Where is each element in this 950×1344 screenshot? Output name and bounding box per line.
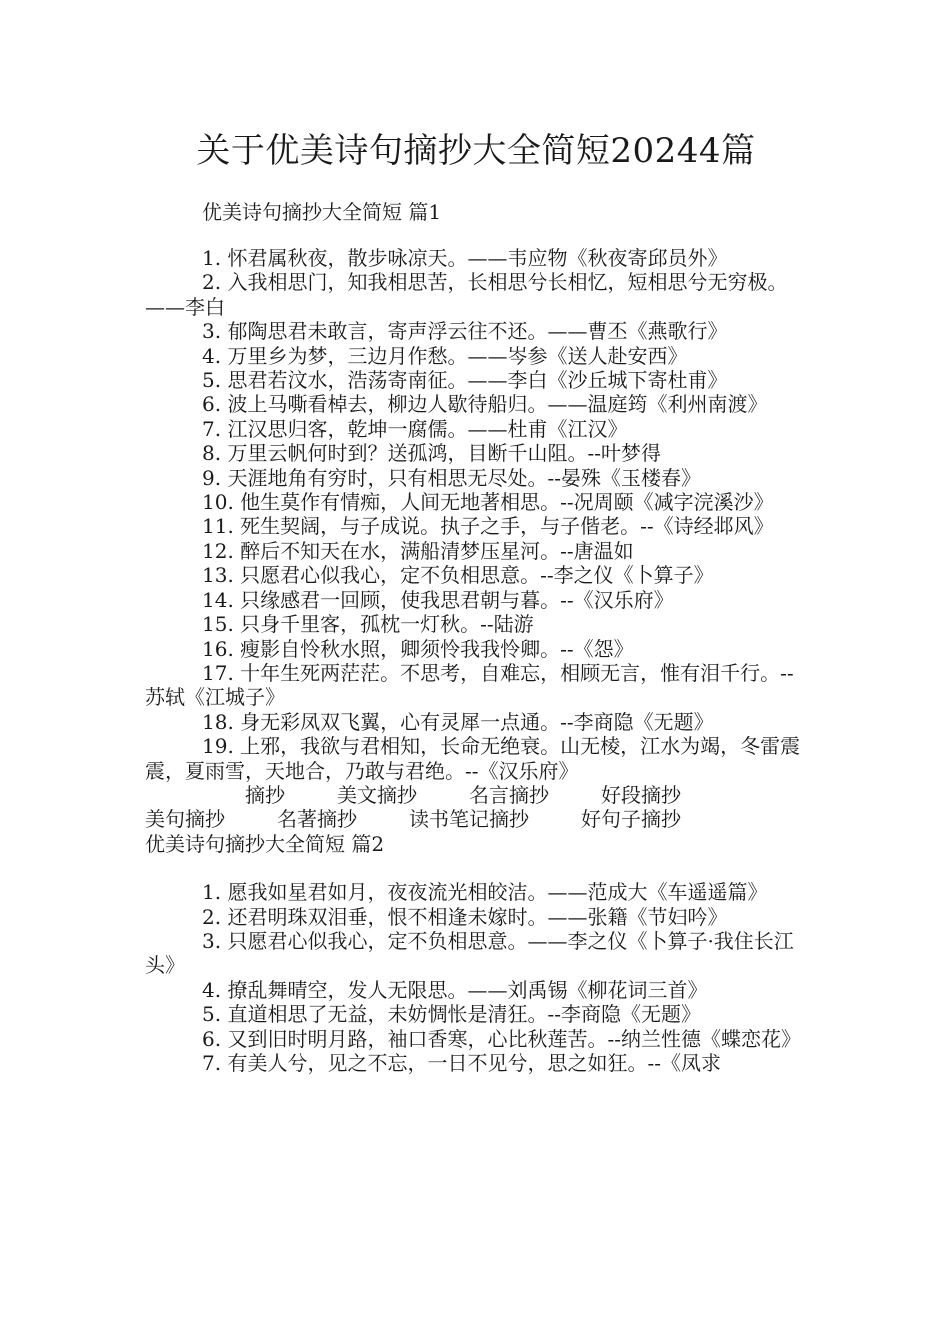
poem-line: 5. 直道相思了无益，未妨惆怅是清狂。--李商隐《无题》	[202, 1002, 701, 1027]
poem-line: 19. 上邪，我欲与君相知，长命无绝衰。山无棱，江水为竭，冬雷震震，夏雨雪，天地合，乃敢与君绝。--《汉乐府》	[145, 734, 801, 783]
poem-line: 4. 撩乱舞晴空，发人无限思。——刘禹锡《柳花词三首》	[202, 977, 708, 1002]
poem-line: 4. 万里乡为梦，三边月作愁。——岑参《送人赴安西》	[202, 343, 688, 368]
tag-links	[145, 783, 807, 856]
poem-line: 6. 又到旧时明月路，袖口香寒，心比秋莲苦。--纳兰性德《蝶恋花》	[202, 1026, 801, 1051]
tag-link[interactable]: 名言摘抄	[469, 782, 549, 807]
tag-link[interactable]: 摘抄	[245, 782, 285, 807]
tag-link[interactable]: 好段摘抄	[601, 782, 681, 807]
poem-line: 7. 江汉思归客，乾坤一腐儒。——杜甫《江汉》	[202, 416, 628, 441]
poem-line: 9. 天涯地角有穷时，只有相思无尽处。--晏殊《玉楼春》	[202, 465, 701, 490]
document-page	[145, 128, 807, 1075]
tag-link[interactable]: 读书笔记摘抄	[409, 807, 529, 832]
tag-link[interactable]: 好句子摘抄	[581, 807, 681, 832]
poem-line: 2. 还君明珠双泪垂，恨不相逢未嫁时。——张籍《节妇吟》	[202, 904, 728, 929]
tag-link[interactable]: 美文摘抄	[337, 782, 417, 807]
poem-line: 11. 死生契阔，与子成说。执子之手，与子偕老。--《诗经邶风》	[202, 514, 774, 539]
poem-line: 1. 怀君属秋夜，散步咏凉天。——韦应物《秋夜寄邱员外》	[202, 246, 728, 270]
poem-line: 14. 只缘感君一回顾，使我思君朝与暮。--《汉乐府》	[202, 587, 674, 612]
poem-line: 2. 入我相思门，知我相思苦，长相思兮长相忆，短相思兮无穷极。——李白	[145, 270, 788, 319]
poem-line: 8. 万里云帆何时到？送孤鸿，目断千山阻。--叶梦得	[202, 441, 661, 466]
poem-line: 6. 波上马嘶看棹去，柳边人歇待船归。——温庭筠《利州南渡》	[202, 392, 768, 417]
tag-link[interactable]: 名著摘抄	[277, 807, 357, 832]
document-title: 关于优美诗句摘抄大全简短20244篇	[196, 131, 756, 171]
tag-link[interactable]: 美句摘抄	[145, 807, 225, 832]
poem-line: 12. 醉后不知天在水，满船清梦压星河。--唐温如	[202, 538, 634, 563]
poem-line: 3. 郁陶思君未敢言，寄声浮云往不还。——曹丕《燕歌行》	[202, 319, 728, 344]
poem-line: 10. 他生莫作有情痴，人间无地著相思。--况周颐《减字浣溪沙》	[202, 490, 774, 515]
poem-line: 3. 只愿君心似我心，定不负相思意。——李之仪《卜算子·我住长江头》	[145, 928, 794, 978]
section2-heading: 优美诗句摘抄大全简短 篇2	[145, 831, 385, 856]
poem-line: 16. 瘦影自怜秋水照，卿须怜我我怜卿。--《怨》	[202, 636, 634, 661]
poem-line: 13. 只愿君心似我心，定不负相思意。--李之仪《卜算子》	[202, 563, 714, 588]
section1-body	[145, 246, 807, 1075]
section1-heading: 优美诗句摘抄大全简短 篇1	[202, 200, 442, 224]
poem-line: 7. 有美人兮，见之不忘，一日不见兮，思之如狂。--《凤求	[202, 1051, 721, 1075]
poem-line: 5. 思君若汶水，浩荡寄南征。——李白《沙丘城下寄杜甫》	[202, 368, 728, 393]
section-gap	[145, 856, 807, 880]
poem-line: 17. 十年生死两茫茫。不思考，自难忘，相顾无言，惟有泪千行。--苏轼《江城子》	[145, 660, 794, 710]
poem-line: 15. 只身千里客，孤枕一灯秋。--陆游	[202, 612, 534, 637]
poem-line: 1. 愿我如星君如月，夜夜流光相皎洁。——范成大《车遥遥篇》	[202, 880, 768, 905]
poem-line: 18. 身无彩凤双飞翼，心有灵犀一点通。--李商隐《无题》	[202, 709, 714, 734]
